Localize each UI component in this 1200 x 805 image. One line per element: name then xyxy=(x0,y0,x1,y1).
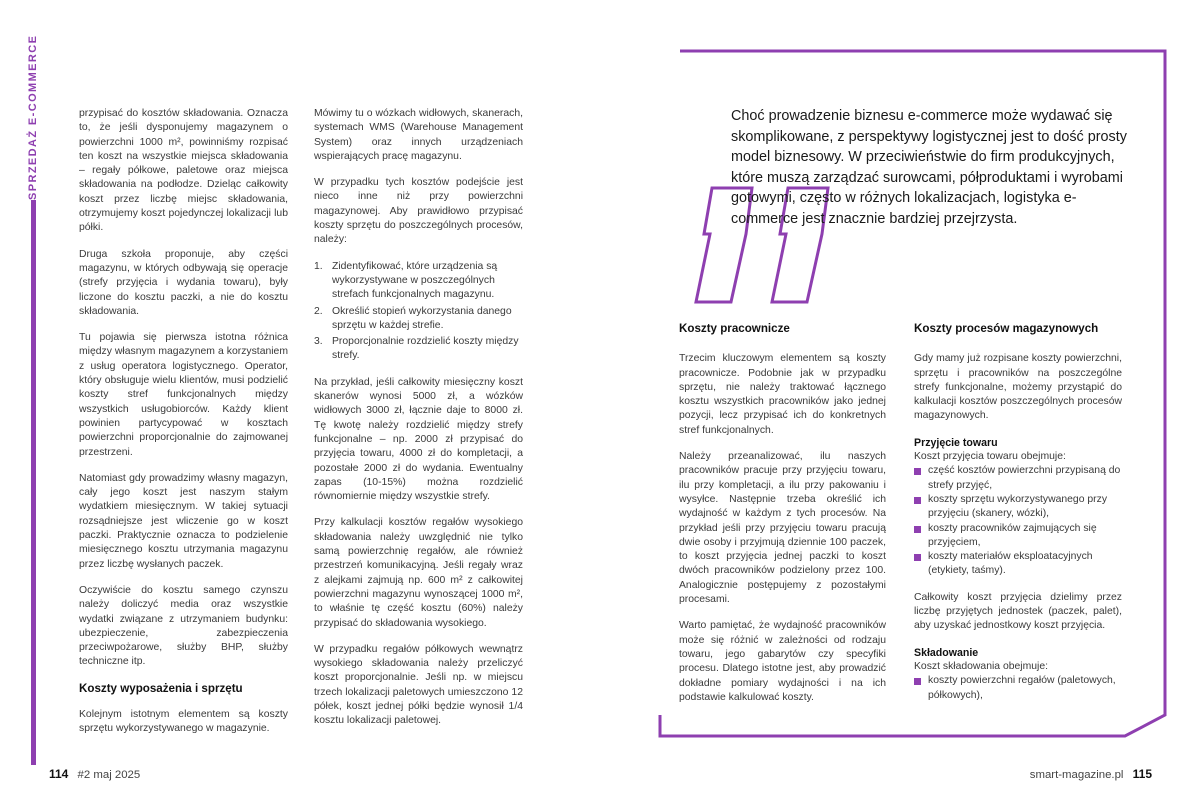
bullet-square-icon xyxy=(914,497,921,504)
list-item: koszty powierzchni regałów (paletowych, półkowych), xyxy=(914,674,1122,703)
column-4 xyxy=(914,322,1122,715)
paragraph: Należy przeanalizować, ilu naszych pracowników pracuje przy przyjęciu towaru, ilu przy kompletacji, a ilu przy pakowaniu i wysyłce. Następnie trzeba określić ich wydajność w każdym z tych procesów. Na przykład jeśli przy przyjęciu towaru pracują dwie osoby i przyjmują dziennie 100 paczek, to koszt przyjęcia jednej paczki to koszt dwóch pracowników podzielony przez 100. Analogicznie postępujemy z pozostałymi procesami. xyxy=(679,451,886,606)
paragraph: Przy kalkulacji kosztów regałów wysokiego składowania należy uwzględnić nie tylko samą powierzchnię regałów, ale również przestrzeń komunikacyjną. Jeśli regały wraz z alejkami zajmują np. 600 m² z całkowitej powierzchni magazynu wynoszącej 1000 m², to właśnie tę część kosztu (60%) należy przypisać do składowania wysokiego. xyxy=(314,517,523,629)
list-item: koszty sprzętu wykorzystywanego przy przyjęciu (skanery, wózki), xyxy=(914,493,1122,522)
side-label: SPRZEDAŻ E-COMMERCE xyxy=(27,34,39,200)
paragraph: Warto pamiętać, że wydajność pracowników może się różnić w zależności od rodzaju towaru, jego gabarytów czy specyfiki procesu. Dlatego istotne jest, aby prowadzić dokładne pomiary wydajności i na ich podstawie kalkulować koszty. xyxy=(679,620,886,703)
site-name: smart-magazine.pl xyxy=(1029,769,1124,781)
column-3 xyxy=(679,322,886,717)
section-heading: Koszty wyposażenia i sprzętu xyxy=(79,681,243,695)
bullet-square-icon xyxy=(914,526,921,533)
list-item: koszty materiałów eksploatacyjnych (etykiety, taśmy). xyxy=(914,550,1122,579)
section-heading: Koszty procesów magazynowych xyxy=(914,322,1099,335)
paragraph: W przypadku tych kosztów podejście jest nieco inne niż przy powierzchni magazynowej. Aby prawidłowo przypisać koszty sprzętu do poszczególnych procesów, należy: xyxy=(314,177,523,246)
paragraph: Druga szkoła proponuje, aby części magazynu, w których odbywają się operacje (strefy przyjęcia i wydania towaru), były liczone do kosztu paczki, a nie do kosztu składowania. xyxy=(79,248,288,317)
page-number: 115 xyxy=(1132,767,1152,781)
bullet-square-icon xyxy=(914,468,921,475)
subsection-heading: Składowanie xyxy=(914,646,979,659)
list-item: 1. Zidentyfikować, które urządzenia są wykorzystywane w poszczególnych strefach funkcjonalnych magazynu. xyxy=(314,260,498,301)
paragraph: Mówimy tu o wózkach widłowych, skanerach, systemach WMS (Warehouse Management System) oraz innych urządzeniach wspierających pracę magazynu. xyxy=(314,108,523,162)
paragraph: Natomiast gdy prowadzimy własny magazyn, cały jego koszt jest naszym stałym wydatkiem miesięcznym. W takiej sytuacji rozsądniejsze jest wliczenie go w koszt paczki. Praktycznie oznacza to podzielenie miesięcznego kosztu utrzymania magazynu przez liczbę wysłanych paczek. xyxy=(79,472,288,570)
paragraph: Koszt przyjęcia towaru obejmuje: xyxy=(914,451,1066,463)
paragraph: Całkowity koszt przyjęcia dzielimy przez liczbę przyjętych jednostek (paczek, palet), aby uzyskać jednostkowy koszt przyjęcia. xyxy=(914,591,1122,632)
paragraph: Na przykład, jeśli całkowity miesięczny koszt skanerów wynosi 5000 zł, a wózków widłowych 3000 zł, łącznie daje to 8000 zł. Tę kwotę należy rozdzielić między strefy funkcjonalne – np. 2000 zł przypisać do przyjęcia towaru, 4000 zł do kompletacji, a pozostałe 2000 zł do wydania. Ewentualny zapas (10-15%) można rozdzielić równomiernie między wszystkie strefy. xyxy=(314,376,523,503)
bullet-square-icon xyxy=(914,554,921,561)
section-heading: Koszty pracownicze xyxy=(679,322,790,335)
list-item: 3. Proporcjonalnie rozdzielić koszty między strefy. xyxy=(314,336,519,362)
pull-quote: Choć prowadzenie biznesu e-commerce może wydawać się skomplikowane, z perspektywy logistycznej jest to dość prosty model biznesowy. W przeciwieństwie do firm produkcyjnych, które muszą zarządzać surowcami, półproduktami i wyrobami gotowymi, często w różnych lokalizacjach, logistyka e-commerce jest znacznie bardziej przejrzysta. xyxy=(731,108,1127,227)
paragraph: Kolejnym istotnym elementem są koszty sprzętu wykorzystywanego w magazynie. xyxy=(79,708,288,735)
paragraph: Trzecim kluczowym elementem są koszty pracownicze. Podobnie jak w przypadku sprzętu, nie należy traktować łącznego kosztu wszystkich pracowników jako jednej pozycji, lecz przypisać ich do konkretnych stref funkcjonalnych. xyxy=(679,353,886,436)
list-item: część kosztów powierzchni przypisaną do strefy przyjęć, xyxy=(914,464,1122,493)
paragraph: W przypadku regałów półkowych wewnątrz wysokiego składowania należy przeliczyć koszt proporcjonalnie. Jeśli np. w miejscu trzech lokalizacji paletowych umieszczono 12 półek, koszt jednej półki będzie wynosił 1/4 kosztu lokalizacji paletowej. xyxy=(314,643,523,727)
list-item: 2. Określić stopień wykorzystania danego sprzętu w każdej strefie. xyxy=(314,305,512,331)
page-number: 114 xyxy=(49,767,69,781)
list-item: koszty pracowników zajmujących się przyjęciem, xyxy=(914,522,1122,551)
footer-left xyxy=(49,767,140,781)
footer-right xyxy=(1030,767,1152,781)
issue-label: #2 maj 2025 xyxy=(77,769,141,781)
paragraph: Tu pojawia się pierwsza istotna różnica między własnym magazynem a korzystaniem z usług operatora logistycznego. Operator, który obsługuje wielu klientów, musi podzielić koszty stref funkcjonalnych między wszystkich usługobiorców. Każdy klient powinien partycypować w kosztach powierzchni proporcjonalnie do zajmowanej przestrzeni. xyxy=(79,332,288,458)
subsection-heading: Przyjęcie towaru xyxy=(914,436,998,449)
bullet-list xyxy=(914,464,1122,578)
bullet-list xyxy=(914,674,1122,703)
bullet-square-icon xyxy=(914,678,921,685)
paragraph: Oczywiście do kosztu samego czynszu należy doliczyć media oraz wszystkie wydatki związane z utrzymaniem budynku: ubezpieczenie, zabezpieczenia przeciwpożarowe, służby BHP, służby techniczne itp. xyxy=(79,584,288,668)
paragraph: Koszt składowania obejmuje: xyxy=(914,660,1048,672)
paragraph: przypisać do kosztów składowania. Oznacza to, że jeśli dysponujemy magazynem o powierzchni 1000 m², powinniśmy rozpisać ten koszt na wszystkie miejsca składowania – regały półkowe, paletowe oraz miejsca składowania na podłodze. Dzieląc całkowity koszt przez liczbę miejsc składowania, otrzymujemy koszt pojedynczej lokalizacji lub półki. xyxy=(79,108,288,234)
paragraph: Gdy mamy już rozpisane koszty powierzchni, sprzętu i pracowników na poszczególne strefy funkcjonalne, możemy przystąpić do kalkulacji kosztów poszczególnych procesów magazynowych. xyxy=(914,353,1122,422)
